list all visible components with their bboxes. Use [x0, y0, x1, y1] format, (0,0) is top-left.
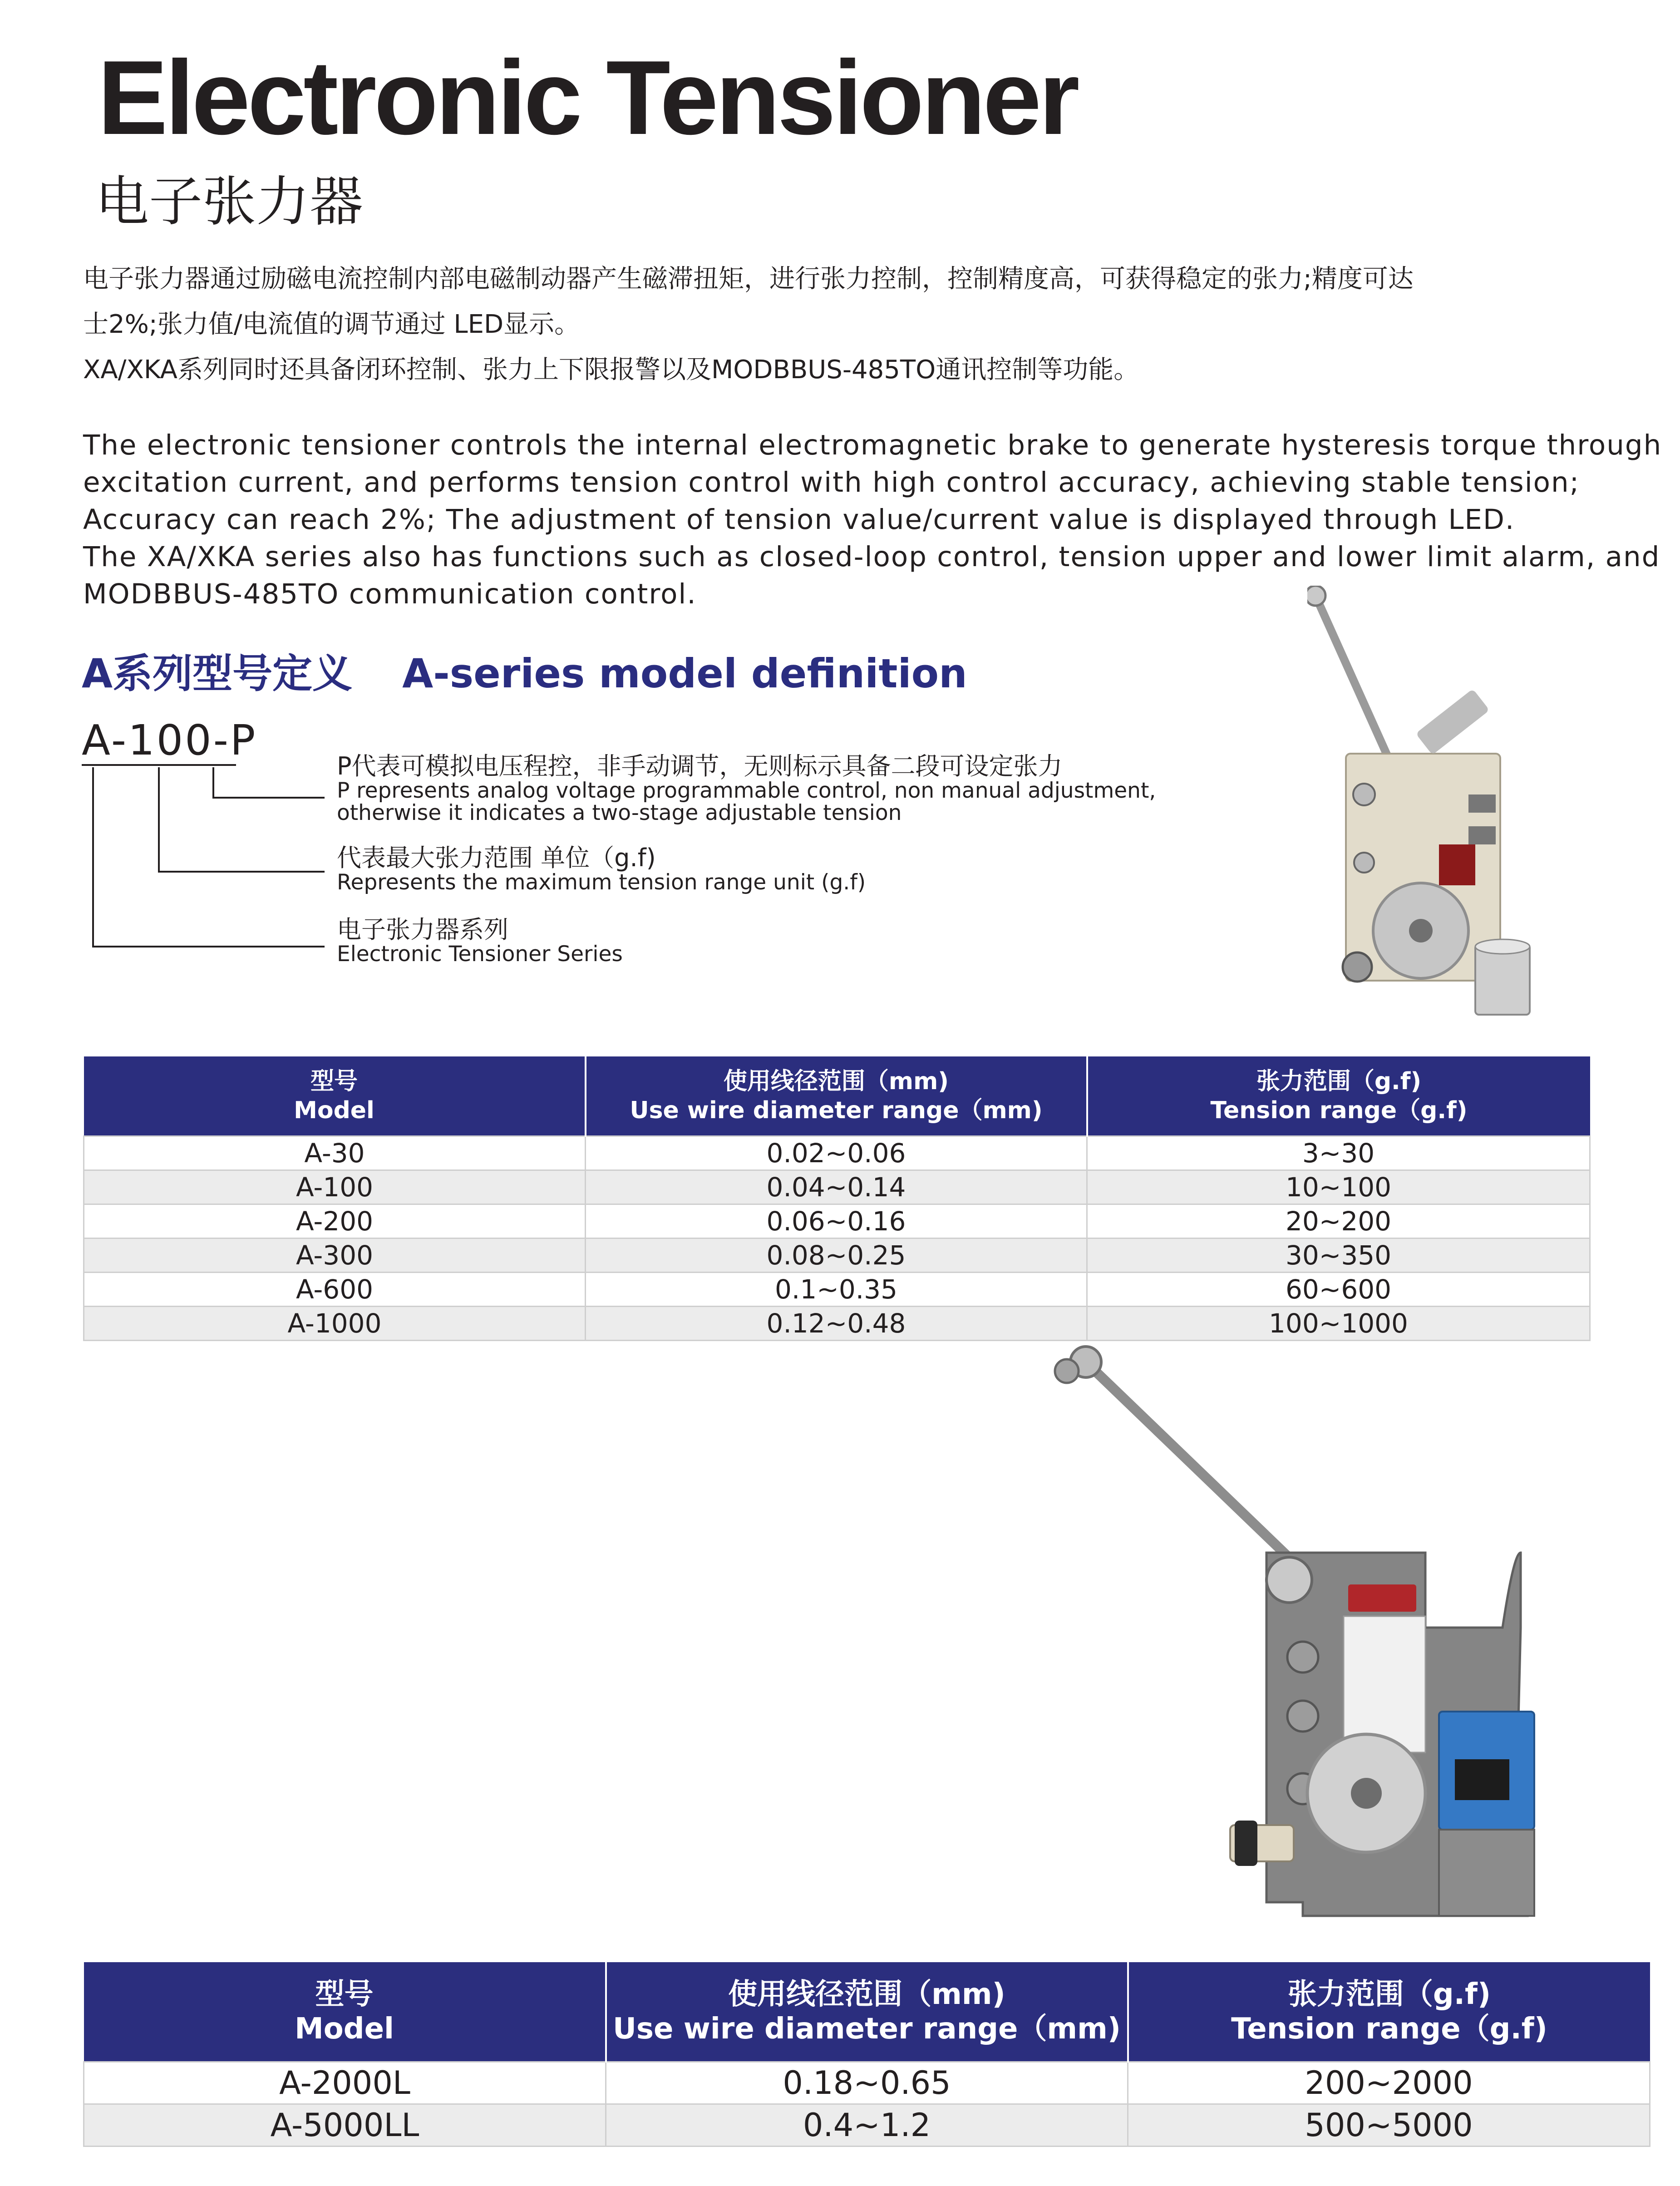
table-row [84, 1170, 1590, 1204]
cell-diameter: 0.4~1.2 [606, 2104, 1128, 2147]
legend-item-range [337, 845, 866, 893]
cell-model: A-1000 [84, 1307, 586, 1341]
legend-p-en2: otherwise it indicates a two-stage adjustable tension [337, 800, 902, 826]
legend-p-en1: P represents analog voltage programmable control, non manual adjustment, [337, 778, 1156, 803]
intro-cn-line: XA/XKA系列同时还具备闭环控制、张力上下限报警以及MODBBUS-485TO通讯控制等功能。 [83, 355, 1139, 385]
header-model: 型号 Model [84, 1962, 606, 2062]
table-row [84, 1273, 1590, 1307]
table-row [84, 1239, 1590, 1273]
cell-diameter: 0.02~0.06 [586, 1136, 1087, 1170]
cell-diameter: 0.18~0.65 [606, 2062, 1128, 2104]
intro-en-line: The XA/XKA series also has functions such as closed-loop control, tension upper and lower limit alarm, and [83, 541, 1660, 573]
cell-tension: 30~350 [1087, 1239, 1590, 1273]
legend-range-cn: 代表最大张力范围 单位（g.f) [337, 844, 656, 872]
spec-table-large-series [83, 1962, 1650, 2147]
tensioner-image-small [1307, 586, 1543, 1017]
section-heading-en: A-series model definition [402, 650, 967, 697]
intro-cn-line: 电子张力器通过励磁电流控制内部电磁制动器产生磁滞扭矩，进行张力控制，控制精度高，可获得稳定的张力;精度可达 [83, 264, 1414, 294]
table-row [84, 1204, 1590, 1239]
table-header-row [84, 1056, 1590, 1136]
cell-diameter: 0.08~0.25 [586, 1239, 1087, 1273]
cell-model: A-2000L [84, 2062, 606, 2104]
table-row [84, 2062, 1650, 2104]
legend-p-cn: P代表可模拟电压程控，非手动调节，无则标示具备二段可设定张力 [337, 752, 1063, 780]
header-model: 型号 Model [84, 1056, 586, 1136]
cell-tension: 500~5000 [1128, 2104, 1650, 2147]
cell-tension: 200~2000 [1128, 2062, 1650, 2104]
legend-series-cn: 电子张力器系列 [337, 915, 508, 944]
model-code: A-100-P [82, 716, 257, 765]
table-row [84, 1136, 1590, 1170]
legend-item-series [337, 917, 623, 965]
cell-tension: 10~100 [1087, 1170, 1590, 1204]
cell-tension: 3~30 [1087, 1136, 1590, 1170]
cell-model: A-30 [84, 1136, 586, 1170]
tensioner-image-large [1049, 1339, 1557, 1943]
cell-tension: 100~1000 [1087, 1307, 1590, 1341]
legend-line-p [213, 767, 325, 798]
header-wire-diameter: 使用线径范围（mm) Use wire diameter range（mm) [606, 1962, 1128, 2062]
header-tension-range: 张力范围（g.f) Tension range（g.f) [1087, 1056, 1590, 1136]
legend-range-en: Represents the maximum tension range unit (g.f) [337, 869, 866, 895]
cell-tension: 60~600 [1087, 1273, 1590, 1307]
cell-diameter: 0.04~0.14 [586, 1170, 1087, 1204]
section-heading-cn: A系列型号定义 [82, 650, 353, 697]
intro-en-line: The electronic tensioner controls the internal electromagnetic brake to generate hysteresis torque through [83, 429, 1662, 461]
cell-model: A-5000LL [84, 2104, 606, 2147]
header-tension-range: 张力范围（g.f) Tension range（g.f) [1128, 1962, 1650, 2062]
legend-series-en: Electronic Tensioner Series [337, 941, 623, 967]
intro-en-line: Accuracy can reach 2%; The adjustment of tension value/current value is displayed through LED. [83, 503, 1515, 536]
cell-diameter: 0.06~0.16 [586, 1204, 1087, 1239]
intro-en-line: MODBBUS-485TO communication control. [83, 578, 697, 610]
page-title: Electronic Tensioner [98, 39, 1077, 157]
legend-item-p [337, 754, 1156, 824]
cell-diameter: 0.1~0.35 [586, 1273, 1087, 1307]
cell-model: A-600 [84, 1273, 586, 1307]
page-subtitle: 电子张力器 [95, 170, 364, 233]
cell-model: A-200 [84, 1204, 586, 1239]
cell-model: A-100 [84, 1170, 586, 1204]
intro-cn-line: 士2%;张力值/电流值的调节通过 LED显示。 [83, 310, 580, 339]
cell-diameter: 0.12~0.48 [586, 1307, 1087, 1341]
cell-tension: 20~200 [1087, 1204, 1590, 1239]
table-row [84, 2104, 1650, 2147]
intro-en-line: excitation current, and performs tension control with high control accuracy, achieving stable tension; [83, 466, 1580, 498]
table-header-row [84, 1962, 1650, 2062]
cell-model: A-300 [84, 1239, 586, 1273]
header-wire-diameter: 使用线径范围（mm) Use wire diameter range（mm) [586, 1056, 1087, 1136]
legend-line-series [93, 767, 325, 947]
spec-table-a-series [83, 1056, 1591, 1341]
table-row [84, 1307, 1590, 1341]
legend-line-range [159, 767, 325, 872]
